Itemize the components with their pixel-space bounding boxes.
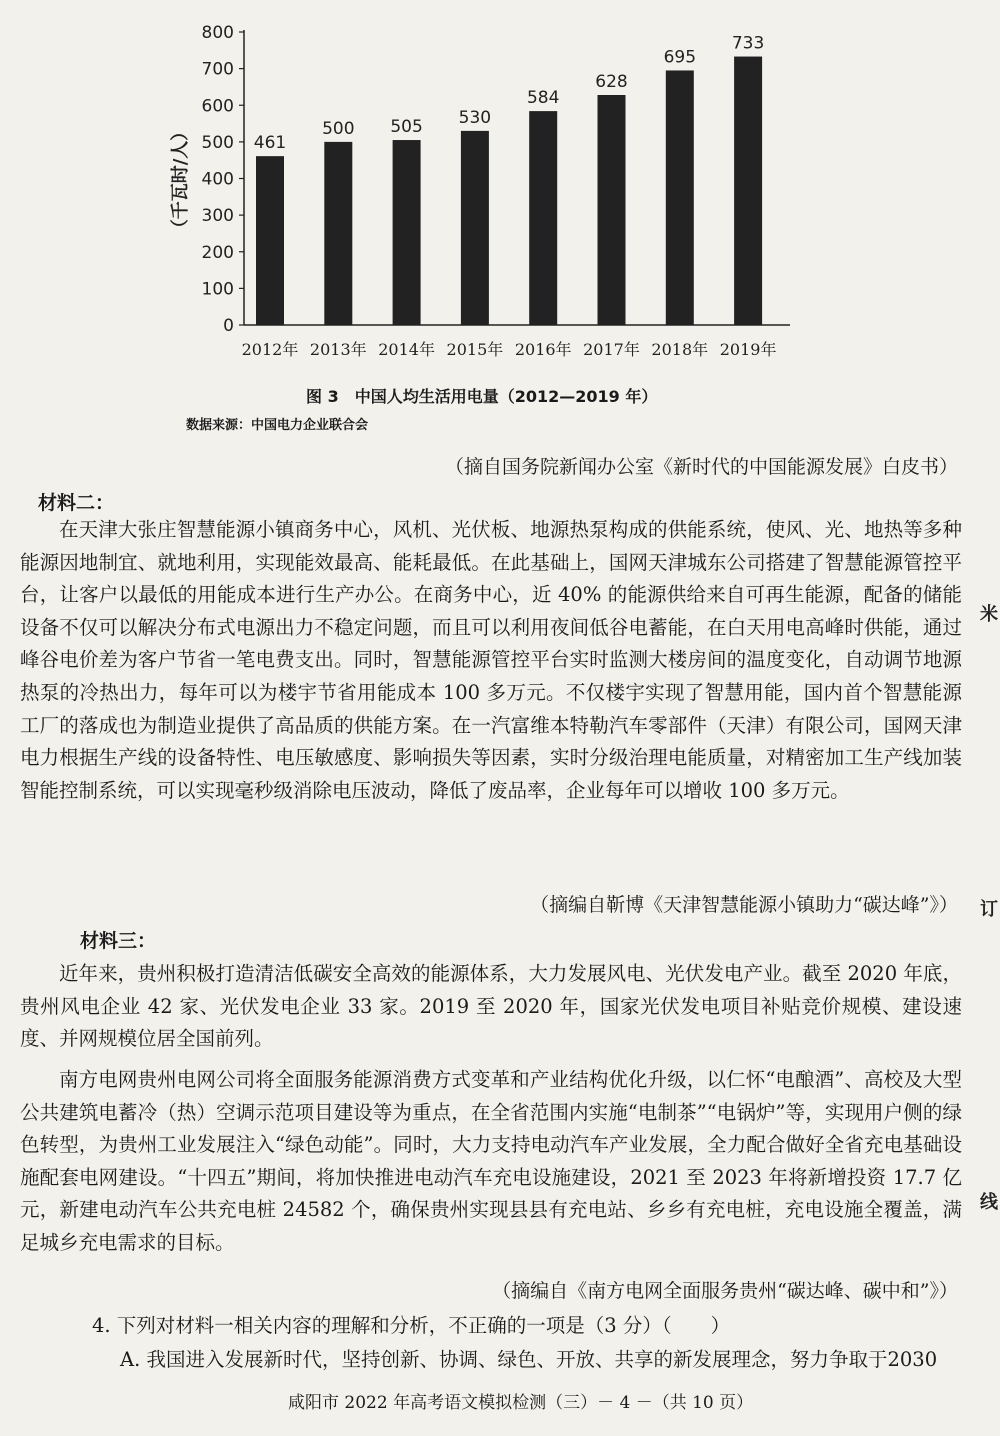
bar-value-label: 505 [390,117,423,138]
figure-caption: 图 3 中国人均生活用电量（2012—2019 年） [306,387,658,406]
y-tick-label: 500 [201,132,234,153]
x-tick-label: 2012年 [241,340,299,359]
y-tick-label: 0 [223,316,234,336]
bar-value-label: 695 [663,47,697,68]
binding-mark-3: 线 [980,1192,998,1213]
bar-value-label: 461 [253,133,287,154]
x-tick-label: 2014年 [378,340,435,359]
material3-paragraph-2: 南方电网贵州电网公司将全面服务能源消费方式变革和产业结构优化升级，以仁怀“电酿酒”、高校及大型公共建筑电蓄冷（热）空调示范项目建设等为重点，在全省范围内实施“电制茶”“电锅炉”等，实现用户侧的绿色转型，为贵州工业发展注入“绿色动能”。同时，大力支持电动汽车产业发展，全力配合做好全省充电基础设施配套电网建设。“十四五”期间，将加快推进电动汽车充电设施建设，2021 至 2023 年将新增投资 17.7 亿元，新建电动汽车公共充电桩 24582 个，确保贵州实现县县有充电站、乡乡有充电桩，充电设施全覆盖，满足城乡充电需求的目标。 [20,1068,962,1254]
bar [598,95,626,325]
material3-citation: （摘编自《南方电网全面服务贵州“碳达峰、碳中和”》） [492,1280,958,1302]
bar [734,57,762,325]
bar [529,111,557,325]
y-tick-label: 800 [201,23,234,43]
chart-bars [242,34,777,359]
binding-mark-1: 米 [980,604,998,625]
bar-value-label: 500 [322,118,355,139]
x-tick-label: 2017年 [583,340,640,359]
question-option-a: A. 我国进入发展新时代，坚持创新、协调、绿色、开放、共享的新发展理念，努力争取于2030 [120,1348,938,1371]
question-stem: 4. 下列对材料一相关内容的理解和分析，不正确的一项是（3 分）（ ） [92,1314,731,1337]
bar [666,70,694,325]
y-axis-label: （千瓦时/人） [170,122,191,238]
material2-heading: 材料二： [38,492,115,514]
y-tick-label: 600 [201,96,234,117]
bar [324,142,352,325]
binding-mark-2: 订 [980,899,998,920]
bar [256,156,284,325]
y-tick-label: 300 [201,206,234,227]
bar-chart [0,0,1000,370]
material3-paragraph-1: 近年来，贵州积极打造清洁低碳安全高效的能源体系，大力发展风电、光伏发电产业。截至 2020 年底，贵州风电企业 42 家、光伏发电企业 33 家。2019 至 2020 年，国家光伏发电项目补贴竞价规模、建设速度、并网规模位居全国前列。 [20,962,962,1051]
bar-value-label: 733 [731,33,765,54]
bar-value-label: 530 [458,107,492,128]
x-tick-label: 2018年 [651,340,709,359]
material2-citation: （摘编自靳博《天津智慧能源小镇助力“碳达峰”》） [530,894,958,916]
material3-heading: 材料三： [80,930,157,952]
bar-value-label: 628 [595,71,628,92]
x-tick-label: 2015年 [446,340,504,359]
y-tick-label: 200 [201,242,234,263]
material1-citation: （摘自国务院新闻办公室《新时代的中国能源发展》白皮书） [444,456,958,478]
figure-source: 数据来源：中国电力企业联合会 [186,418,369,433]
x-tick-label: 2013年 [309,340,367,359]
x-tick-label: 2019年 [719,340,777,359]
x-tick-label: 2016年 [514,340,572,359]
y-tick-label: 700 [201,59,234,80]
y-tick-label: 100 [201,279,234,300]
y-tick-label: 400 [201,169,234,190]
bar [461,131,489,325]
chart-axes [202,23,790,336]
bar [393,140,421,325]
material2-paragraph: 在天津大张庄智慧能源小镇商务中心，风机、光伏板、地源热泵构成的供能系统，使风、光、地热等多种能源因地制宜、就地利用，实现能效最高、能耗最低。在此基础上，国网天津城东公司搭建了智慧能源管控平台，让客户以最低的用能成本进行生产办公。在商务中心，近 40% 的能源供给来自可再生能源，配备的储能设备不仅可以解决分布式电源出力不稳定问题，而且可以利用夜间低谷电蓄能，在白天用电高峰时供能，通过峰谷电价差为客户节省一笔电费支出。同时，智慧能源管控平台实时监测大楼房间的温度变化，自动调节地源热泵的冷热出力，每年可以为楼宇节省用能成本 100 多万元。不仅楼宇实现了智慧用能，国内首个智慧能源工厂的落成也为制造业提供了高品质的供能方案。在一汽富维本特勒汽车零部件（天津）有限公司，国网天津电力根据生产线的设备特性、电压敏感度、影响损失等因素，实时分级治理电能质量，对精密加工生产线加装智能控制系统，可以实现毫秒级消除电压波动，降低了废品率，企业每年可以增收 100 多万元。 [20,518,962,802]
page-footer: 咸阳市 2022 年高考语文模拟检测（三）－ 4 －（共 10 页） [288,1393,754,1413]
bar-value-label: 584 [526,88,560,109]
